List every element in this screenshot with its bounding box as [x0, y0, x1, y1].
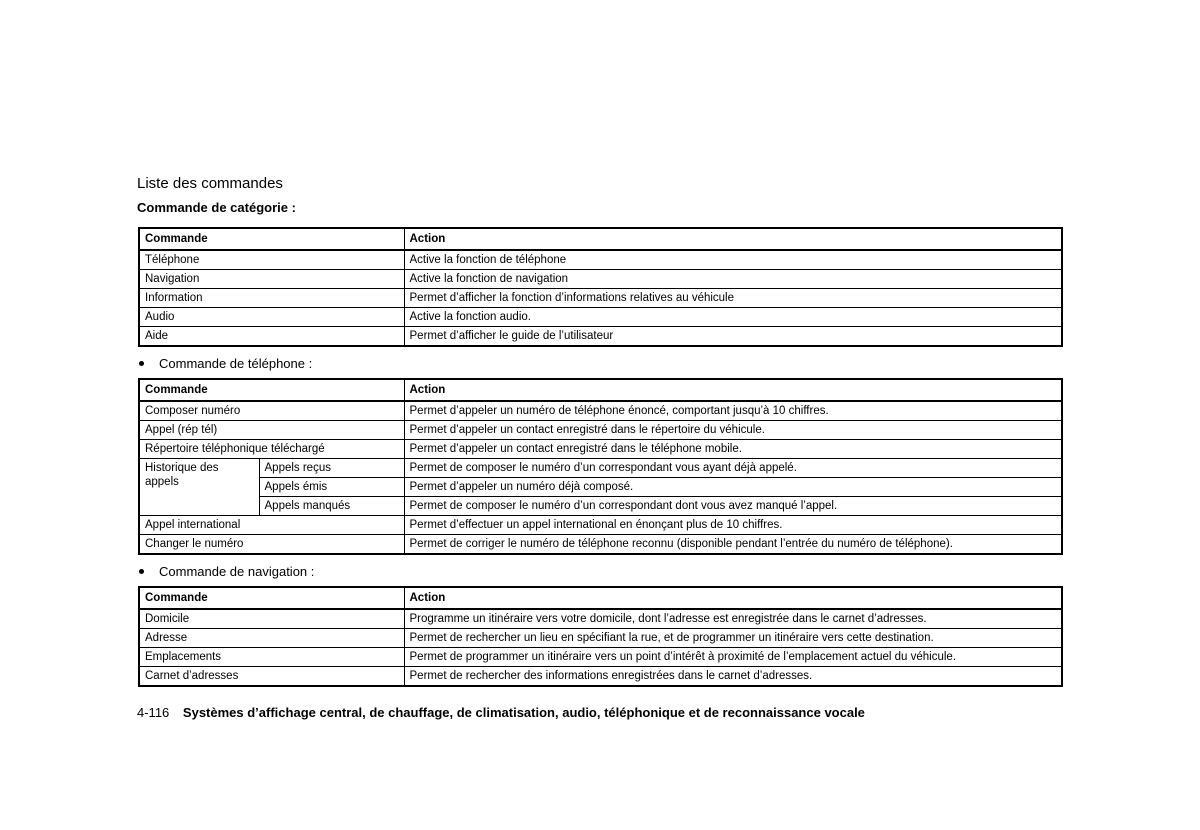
- category-command-table: [138, 227, 1063, 347]
- action-cell: Permet de composer le numéro d’un correspondant dont vous avez manqué l’appel.: [404, 497, 1062, 516]
- action-cell: Permet d’afficher la fonction d’informations relatives au véhicule: [404, 289, 1062, 308]
- command-cell: Répertoire téléphonique téléchargé: [139, 440, 404, 459]
- column-header-command: Commande: [139, 379, 404, 401]
- column-header-command: Commande: [139, 587, 404, 609]
- action-cell: Permet d’appeler un contact enregistré dans le téléphone mobile.: [404, 440, 1062, 459]
- table-row: [139, 327, 1062, 347]
- command-cell: Emplacements: [139, 648, 404, 667]
- column-header-command: Commande: [139, 228, 404, 250]
- table-row: [139, 250, 1062, 270]
- action-cell: Permet d’appeler un numéro de téléphone énoncé, comportant jusqu’à 10 chiffres.: [404, 401, 1062, 421]
- table-row: [139, 535, 1062, 555]
- command-cell: Appel international: [139, 516, 404, 535]
- action-cell: Permet de programmer un itinéraire vers un point d’intérêt à proximité de l’emplacement actuel du véhicule.: [404, 648, 1062, 667]
- action-cell: Permet de rechercher des informations enregistrées dans le carnet d’adresses.: [404, 667, 1062, 687]
- table-row: [139, 459, 1062, 478]
- table-row: [139, 516, 1062, 535]
- command-cell: Audio: [139, 308, 404, 327]
- column-header-action: Action: [404, 587, 1062, 609]
- subcommand-cell: Appels manqués: [259, 497, 404, 516]
- footer-chapter-title: Systèmes d’affichage central, de chauffage, de climatisation, audio, téléphonique et de reconnaissance vocale: [182, 705, 865, 720]
- page-number: 4-116: [137, 705, 170, 720]
- subcommand-cell: Appels reçus: [259, 459, 404, 478]
- navigation-heading: [137, 564, 314, 579]
- table-header-row: [139, 228, 1062, 250]
- page-footer: [137, 705, 865, 720]
- action-cell: Active la fonction audio.: [404, 308, 1062, 327]
- command-cell: Navigation: [139, 270, 404, 289]
- navigation-command-table: [138, 586, 1063, 687]
- table-row: [139, 629, 1062, 648]
- action-cell: Permet de corriger le numéro de téléphone reconnu (disponible pendant l’entrée du numéro de téléphone).: [404, 535, 1062, 555]
- table-row: [139, 648, 1062, 667]
- command-cell: Domicile: [139, 609, 404, 629]
- table-header-row: [139, 379, 1062, 401]
- command-cell: Carnet d’adresses: [139, 667, 404, 687]
- table-row: [139, 289, 1062, 308]
- table-row: [139, 609, 1062, 629]
- command-cell: Information: [139, 289, 404, 308]
- table-row: [139, 421, 1062, 440]
- action-cell: Permet d’appeler un numéro déjà composé.: [404, 478, 1062, 497]
- command-cell: Changer le numéro: [139, 535, 404, 555]
- table-row: [139, 667, 1062, 687]
- category-heading: Commande de catégorie :: [137, 200, 296, 215]
- action-cell: Permet d’effectuer un appel international en énonçant plus de 10 chiffres.: [404, 516, 1062, 535]
- action-cell: Permet de composer le numéro d’un correspondant vous ayant déjà appelé.: [404, 459, 1062, 478]
- command-cell: Adresse: [139, 629, 404, 648]
- section-title: Liste des commandes: [137, 175, 283, 192]
- action-cell: Permet d’afficher le guide de l’utilisateur: [404, 327, 1062, 347]
- action-cell: Active la fonction de téléphone: [404, 250, 1062, 270]
- command-cell: Appel (rép tél): [139, 421, 404, 440]
- column-header-action: Action: [404, 228, 1062, 250]
- table-row: [139, 270, 1062, 289]
- bullet-icon: [139, 361, 144, 366]
- navigation-heading-label: Commande de navigation :: [159, 564, 315, 579]
- table-header-row: [139, 587, 1062, 609]
- table-row: [139, 497, 1062, 516]
- column-header-action: Action: [404, 379, 1062, 401]
- table-row: [139, 308, 1062, 327]
- subcommand-cell: Appels émis: [259, 478, 404, 497]
- bullet-icon: [139, 569, 144, 574]
- command-cell: Téléphone: [139, 250, 404, 270]
- action-cell: Active la fonction de navigation: [404, 270, 1062, 289]
- command-cell: Composer numéro: [139, 401, 404, 421]
- action-cell: Permet de rechercher un lieu en spécifiant la rue, et de programmer un itinéraire vers cette destination.: [404, 629, 1062, 648]
- phone-heading: [137, 356, 312, 371]
- phone-heading-label: Commande de téléphone :: [159, 356, 313, 371]
- table-row: [139, 401, 1062, 421]
- table-row: [139, 478, 1062, 497]
- table-row: [139, 440, 1062, 459]
- action-cell: Permet d’appeler un contact enregistré dans le répertoire du véhicule.: [404, 421, 1062, 440]
- phone-command-table: [138, 378, 1063, 555]
- action-cell: Programme un itinéraire vers votre domicile, dont l’adresse est enregistrée dans le carnet d’adresses.: [404, 609, 1062, 629]
- command-cell: Aide: [139, 327, 404, 347]
- history-group-cell: Historique des appels: [139, 459, 259, 516]
